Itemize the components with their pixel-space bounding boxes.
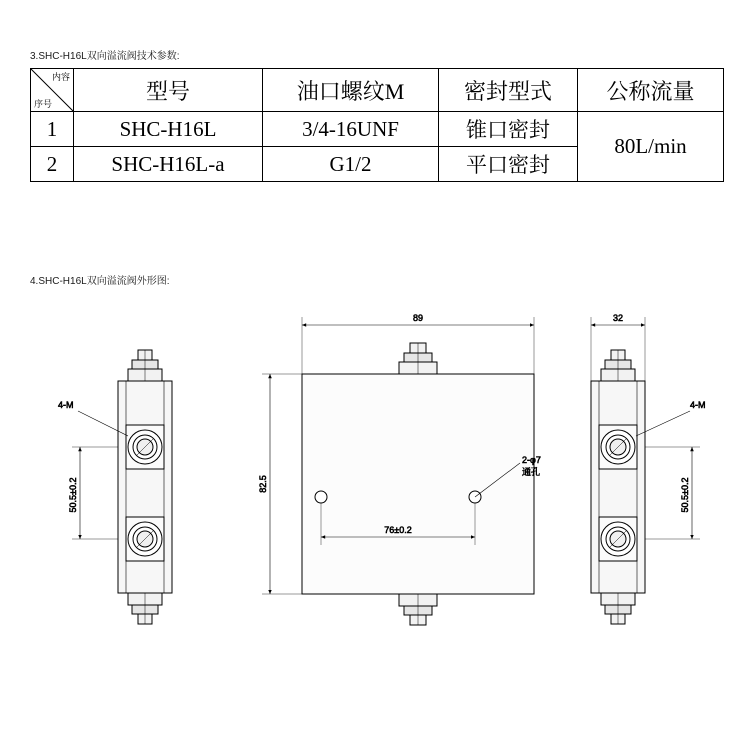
- row1-index: 1: [31, 112, 74, 147]
- dim-right-thread: 4-M: [690, 400, 706, 410]
- header-thread: 油口螺纹M: [263, 69, 439, 112]
- header-model: 型号: [74, 69, 263, 112]
- outline-section-heading: 4.SHC-H16L双向溢流阀外形图:: [30, 276, 170, 287]
- dim-hole-callout-1: 2-φ7: [522, 455, 541, 465]
- left-side-view: [118, 350, 172, 624]
- header-flow: 公称流量: [578, 69, 724, 112]
- right-side-view: [591, 350, 645, 624]
- spec-table: [30, 68, 724, 182]
- row1-seal: 锥口密封: [439, 112, 578, 147]
- specs-section-heading: 3.SHC-H16L双向溢流阀技术参数:: [30, 51, 180, 62]
- dim-hole-callout-2: 通孔: [522, 467, 541, 477]
- corner-top-label: 内容: [51, 72, 70, 82]
- table-row: [31, 112, 724, 147]
- dim-front-hole-pitch: 76±0.2: [384, 525, 412, 535]
- row1-model: SHC-H16L: [74, 112, 263, 147]
- row2-thread: G1/2: [263, 147, 439, 182]
- dim-right-width: 32: [612, 313, 624, 323]
- dim-front-height: 82.5: [258, 475, 268, 493]
- dim-left-height: 50.5±0.2: [68, 477, 78, 513]
- dim-left-thread: 4-M: [58, 400, 74, 410]
- row2-model: SHC-H16L-a: [74, 147, 263, 182]
- flow-value: 80L/min: [578, 112, 724, 182]
- front-view: [302, 343, 534, 625]
- dim-right-height: 50.5±0.2: [680, 477, 690, 513]
- row2-seal: 平口密封: [439, 147, 578, 182]
- header-seal: 密封型式: [439, 69, 578, 112]
- row1-thread: 3/4-16UNF: [263, 112, 439, 147]
- corner-bottom-label: 序号: [34, 99, 53, 109]
- dim-front-width: 89: [412, 313, 424, 323]
- outline-drawing: [0, 295, 750, 695]
- row2-index: 2: [31, 147, 74, 182]
- table-header-row: [31, 69, 724, 112]
- table-corner-cell: [31, 69, 74, 112]
